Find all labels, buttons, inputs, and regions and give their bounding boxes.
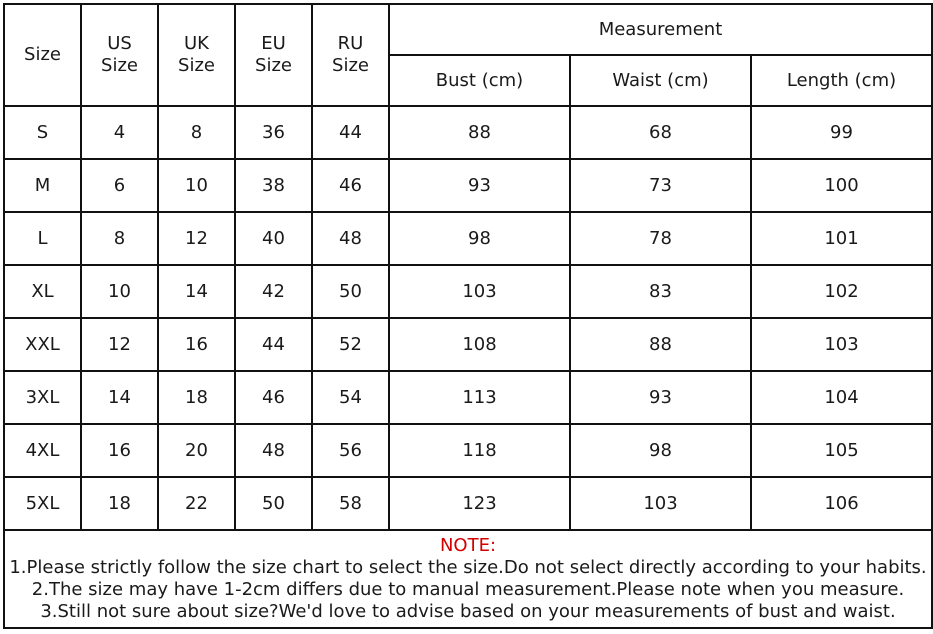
cell-length: 100 xyxy=(751,159,932,212)
cell-ru: 54 xyxy=(312,371,389,424)
cell-eu: 46 xyxy=(235,371,312,424)
cell-ru: 50 xyxy=(312,265,389,318)
cell-size: 3XL xyxy=(4,371,81,424)
cell-waist: 83 xyxy=(570,265,751,318)
table-row xyxy=(4,318,932,371)
header-eu-line2: Size xyxy=(255,55,292,76)
table-row xyxy=(4,159,932,212)
cell-size: 5XL xyxy=(4,477,81,530)
cell-us: 6 xyxy=(81,159,158,212)
table-row xyxy=(4,424,932,477)
header-size: Size xyxy=(4,4,81,106)
header-ru-size xyxy=(312,4,389,106)
cell-ru: 44 xyxy=(312,106,389,159)
table-row xyxy=(4,212,932,265)
cell-length: 101 xyxy=(751,212,932,265)
header-uk-size xyxy=(158,4,235,106)
cell-us: 12 xyxy=(81,318,158,371)
header-ru-line1: RU xyxy=(337,33,364,54)
cell-bust: 88 xyxy=(389,106,570,159)
table-row xyxy=(4,477,932,530)
cell-us: 10 xyxy=(81,265,158,318)
cell-uk: 20 xyxy=(158,424,235,477)
cell-waist: 68 xyxy=(570,106,751,159)
note-line-2: 2.The size may have 1-2cm differs due to manual measurement.Please note when you measure. xyxy=(31,579,905,600)
cell-bust: 108 xyxy=(389,318,570,371)
cell-waist: 78 xyxy=(570,212,751,265)
size-table xyxy=(3,3,933,629)
table-row xyxy=(4,265,932,318)
cell-size: M xyxy=(4,159,81,212)
header-uk-line1: UK xyxy=(184,33,209,54)
header-length: Length (cm) xyxy=(751,55,932,106)
header-row-top xyxy=(4,4,932,55)
header-bust: Bust (cm) xyxy=(389,55,570,106)
header-measurement: Measurement xyxy=(389,4,932,55)
header-us-line2: Size xyxy=(101,55,138,76)
note-line-3: 3.Still not sure about size?We'd love to advise based on your measurements of bust and waist. xyxy=(40,601,896,622)
cell-eu: 42 xyxy=(235,265,312,318)
cell-bust: 113 xyxy=(389,371,570,424)
cell-us: 18 xyxy=(81,477,158,530)
cell-eu: 50 xyxy=(235,477,312,530)
cell-uk: 8 xyxy=(158,106,235,159)
cell-length: 106 xyxy=(751,477,932,530)
cell-bust: 103 xyxy=(389,265,570,318)
cell-us: 14 xyxy=(81,371,158,424)
header-eu-size xyxy=(235,4,312,106)
cell-eu: 48 xyxy=(235,424,312,477)
cell-bust: 123 xyxy=(389,477,570,530)
cell-us: 4 xyxy=(81,106,158,159)
note-title: NOTE: xyxy=(439,535,497,556)
cell-uk: 16 xyxy=(158,318,235,371)
cell-uk: 22 xyxy=(158,477,235,530)
cell-length: 105 xyxy=(751,424,932,477)
table-row xyxy=(4,371,932,424)
header-us-size xyxy=(81,4,158,106)
cell-length: 102 xyxy=(751,265,932,318)
header-us-line1: US xyxy=(107,33,132,54)
cell-waist: 88 xyxy=(570,318,751,371)
cell-waist: 103 xyxy=(570,477,751,530)
cell-eu: 40 xyxy=(235,212,312,265)
cell-ru: 58 xyxy=(312,477,389,530)
cell-length: 99 xyxy=(751,106,932,159)
cell-waist: 98 xyxy=(570,424,751,477)
cell-bust: 98 xyxy=(389,212,570,265)
header-ru-line2: Size xyxy=(332,55,369,76)
cell-length: 104 xyxy=(751,371,932,424)
cell-uk: 10 xyxy=(158,159,235,212)
header-eu-line1: EU xyxy=(261,33,286,54)
notes-panel xyxy=(4,530,932,628)
cell-eu: 36 xyxy=(235,106,312,159)
cell-bust: 118 xyxy=(389,424,570,477)
cell-size: L xyxy=(4,212,81,265)
header-uk-line2: Size xyxy=(178,55,215,76)
header-waist: Waist (cm) xyxy=(570,55,751,106)
cell-us: 16 xyxy=(81,424,158,477)
cell-size: XL xyxy=(4,265,81,318)
cell-ru: 46 xyxy=(312,159,389,212)
cell-waist: 73 xyxy=(570,159,751,212)
cell-ru: 48 xyxy=(312,212,389,265)
note-line-1: 1.Please strictly follow the size chart to select the size.Do not select directly according to your habits. xyxy=(9,557,927,578)
cell-waist: 93 xyxy=(570,371,751,424)
cell-us: 8 xyxy=(81,212,158,265)
table-row xyxy=(4,106,932,159)
cell-uk: 14 xyxy=(158,265,235,318)
cell-size: XXL xyxy=(4,318,81,371)
cell-eu: 44 xyxy=(235,318,312,371)
cell-uk: 12 xyxy=(158,212,235,265)
cell-ru: 56 xyxy=(312,424,389,477)
notes-row xyxy=(4,530,932,628)
cell-ru: 52 xyxy=(312,318,389,371)
cell-uk: 18 xyxy=(158,371,235,424)
cell-length: 103 xyxy=(751,318,932,371)
cell-eu: 38 xyxy=(235,159,312,212)
cell-size: S xyxy=(4,106,81,159)
cell-bust: 93 xyxy=(389,159,570,212)
cell-size: 4XL xyxy=(4,424,81,477)
